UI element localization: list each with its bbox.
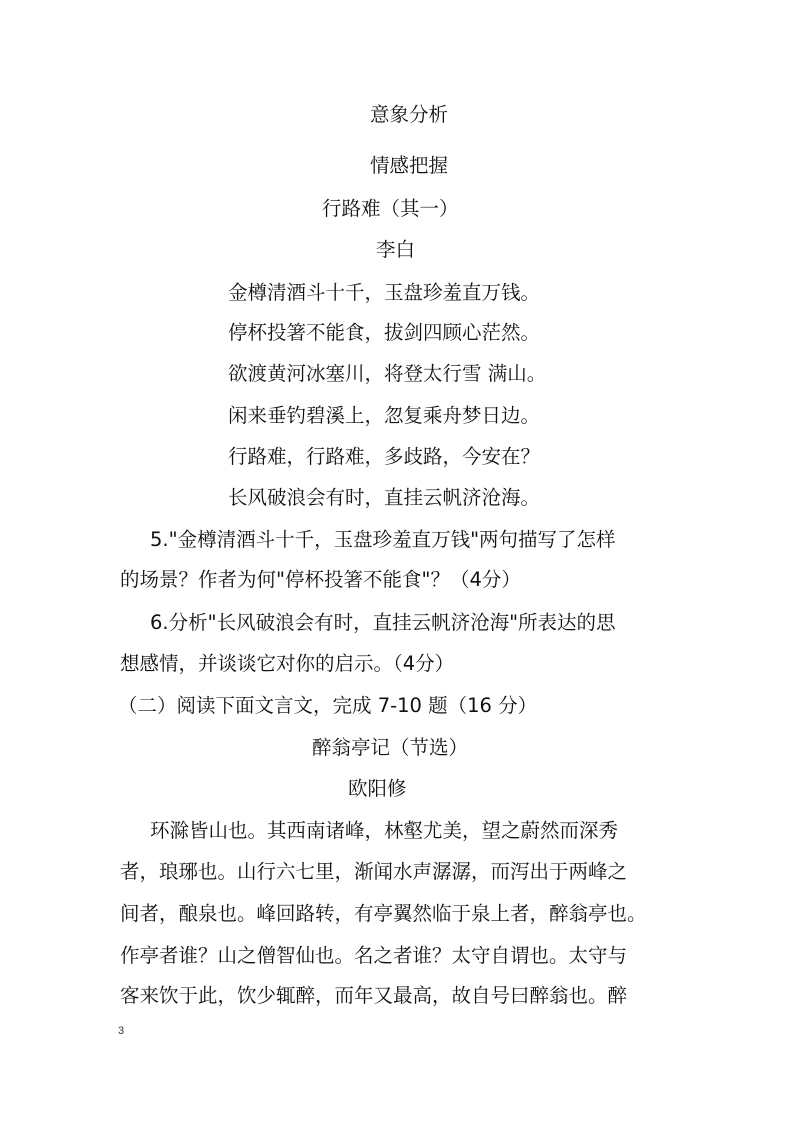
question-5-line-1: 5."金樽清酒斗十千，玉盘珍羞直万钱"两句描写了怎样: [150, 528, 616, 551]
heading-imagery-analysis: 意象分析: [370, 103, 449, 126]
passage-title: 醉翁亭记（节选）: [312, 736, 469, 759]
passage-line: 者，琅琊也。山行六七里，渐闻水声潺潺，而泻出于两峰之: [120, 860, 628, 883]
passage-line: 客来饮于此，饮少辄醉，而年又最高，故自号曰醉翁也。醉: [120, 984, 628, 1007]
poem-author: 李白: [376, 238, 416, 261]
passage-line: 环滁皆山也。其西南诸峰，林壑尤美，望之蔚然而深秀: [150, 819, 619, 842]
page-number: 3: [118, 1025, 125, 1037]
poem-line: 金樽清酒斗十千，玉盘珍羞直万钱。: [228, 281, 541, 304]
passage-author: 欧阳修: [348, 777, 407, 800]
poem-line: 闲来垂钓碧溪上，忽复乘舟梦日边。: [228, 404, 541, 427]
section-2-instruction: （二）阅读下面文言文，完成 7-10 题（16 分）: [118, 694, 538, 717]
heading-emotion-grasp: 情感把握: [370, 154, 449, 177]
poem-line: 停杯投箸不能食，拔剑四顾心茫然。: [228, 321, 541, 344]
poem-title: 行路难（其一）: [322, 197, 459, 220]
question-6-line-1: 6.分析"长风破浪会有时，直挂云帆济沧海"所表达的思: [150, 611, 616, 634]
poem-line: 长风破浪会有时，直挂云帆济沧海。: [228, 486, 541, 509]
passage-line: 作亭者谁？山之僧智仙也。名之者谁？太守自谓也。太守与: [120, 944, 628, 967]
poem-line: 行路难，行路难，多歧路，今安在？: [228, 445, 541, 468]
question-6-line-2: 想感情，并谈谈它对你的启示。（4分）: [120, 652, 455, 675]
passage-line: 间者，酿泉也。峰回路转，有亭翼然临于泉上者，醉翁亭也。: [120, 902, 647, 925]
question-5-line-2: 的场景？作者为何"停杯投箸不能食"？（4分）: [120, 568, 521, 591]
poem-line: 欲渡黄河冰塞川，将登太行雪 满山。: [228, 362, 547, 385]
